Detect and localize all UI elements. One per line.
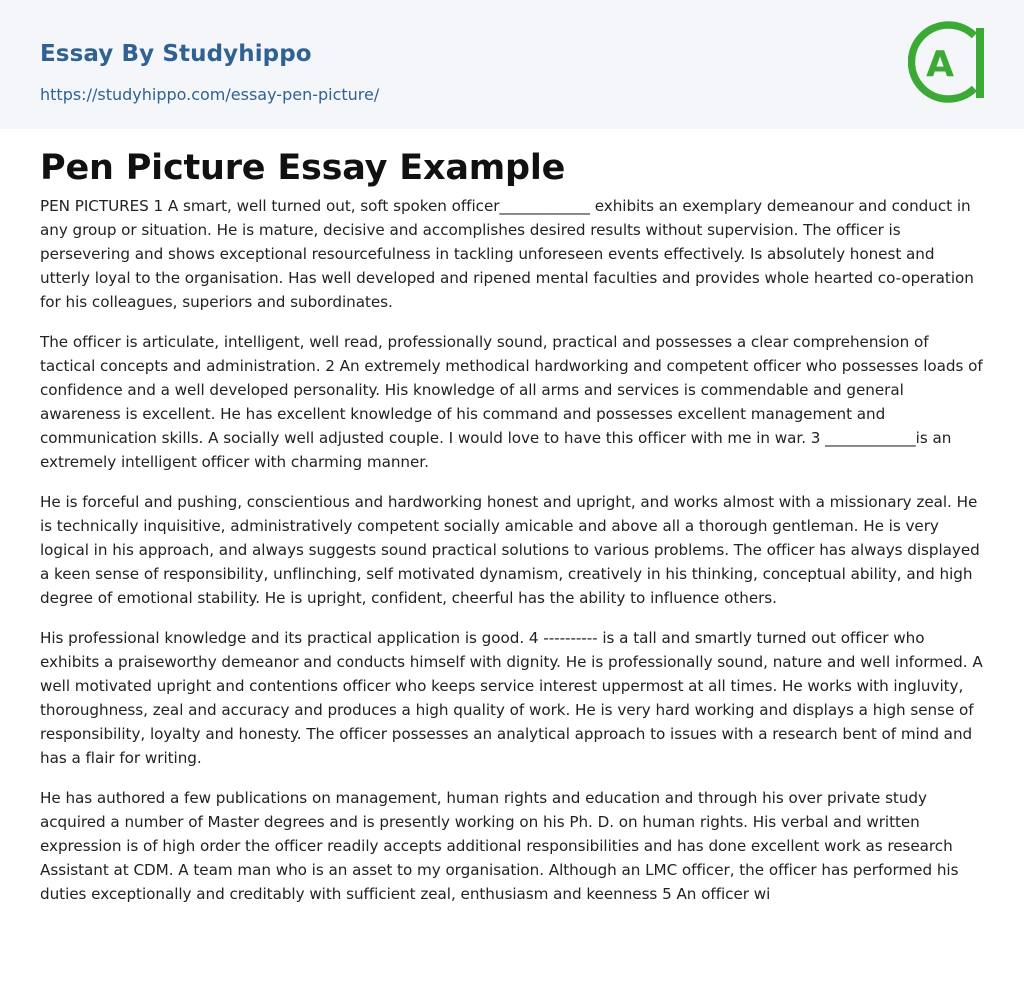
site-header bbox=[0, 0, 1024, 129]
essay-url-link[interactable]: https://studyhippo.com/essay-pen-picture/ bbox=[40, 85, 380, 104]
logo-a-icon bbox=[908, 18, 988, 106]
essay-paragraph: PEN PICTURES 1 A smart, well turned out, soft spoken officer____________ exhibits an exemplary demeanour and conduct in any group or situation. He is mature, decisive and accomplishes desired results without supervision. The officer is persevering and shows exceptional resourcefulness in tackling unforeseen events effectively. Is absolutely honest and utterly loyal to the organisation. Has well developed and ripened mental faculties and provides whole hearted co-operation for his colleagues, superiors and subordinates. bbox=[40, 197, 974, 311]
essay-paragraph: The officer is articulate, intelligent, well read, professionally sound, practical and possesses a clear comprehension of tactical concepts and administration. 2 An extremely methodical hardworking and competent officer who possesses loads of confidence and a well developed personality. His knowledge of all arms and services is commendable and general awareness is excellent. He has excellent knowledge of his command and possesses excellent management and communication skills. A socially well adjusted couple. I would love to have this officer with me in war. 3 ____________is an extremely intelligent officer with charming manner. bbox=[40, 333, 983, 471]
essay-paragraph: His professional knowledge and its practical application is good. 4 ---------- is a tall and smartly turned out officer who exhibits a praiseworthy demeanor and conducts himself with dignity. He is professionally sound, nature and well informed. A well motivated upright and contentions officer who keeps service interest uppermost at all times. He works with ingluvity, thoroughness, zeal and accuracy and produces a high quality of work. He is very hard working and displays a high sense of responsibility, loyalty and honesty. The officer possesses an analytical approach to issues with a research bent of mind and has a flair for writing. bbox=[40, 629, 983, 767]
essay-article bbox=[0, 129, 1024, 906]
logo-letter: A bbox=[926, 44, 954, 85]
essay-paragraph: He is forceful and pushing, conscientious and hardworking honest and upright, and works almost with a missionary zeal. He is technically inquisitive, administratively competent socially amicable and above all a thorough gentleman. He is very logical in his approach, and always suggests sound practical solutions to various problems. The officer has always displayed a keen sense of responsibility, unflinching, self motivated dynamism, creatively in his thinking, conceptual ability, and high degree of emotional stability. He is upright, confident, cheerful has the ability to influence others. bbox=[40, 493, 980, 607]
page-title: Pen Picture Essay Example bbox=[40, 148, 566, 188]
studyhippo-logo bbox=[908, 18, 988, 106]
essay-paragraph: He has authored a few publications on management, human rights and education and through his over private study acquired a number of Master degrees and is presently working on his Ph. D. on human rights. His verbal and written expression is of high order the officer readily accepts additional responsibilities and has done excellent work as research Assistant at CDM. A team man who is an asset to my organisation. Although an LMC officer, the officer has performed his duties exceptionally and creditably with sufficient zeal, enthusiasm and keenness 5 An officer wi bbox=[40, 789, 959, 903]
brand-title: Essay By Studyhippo bbox=[40, 41, 312, 67]
